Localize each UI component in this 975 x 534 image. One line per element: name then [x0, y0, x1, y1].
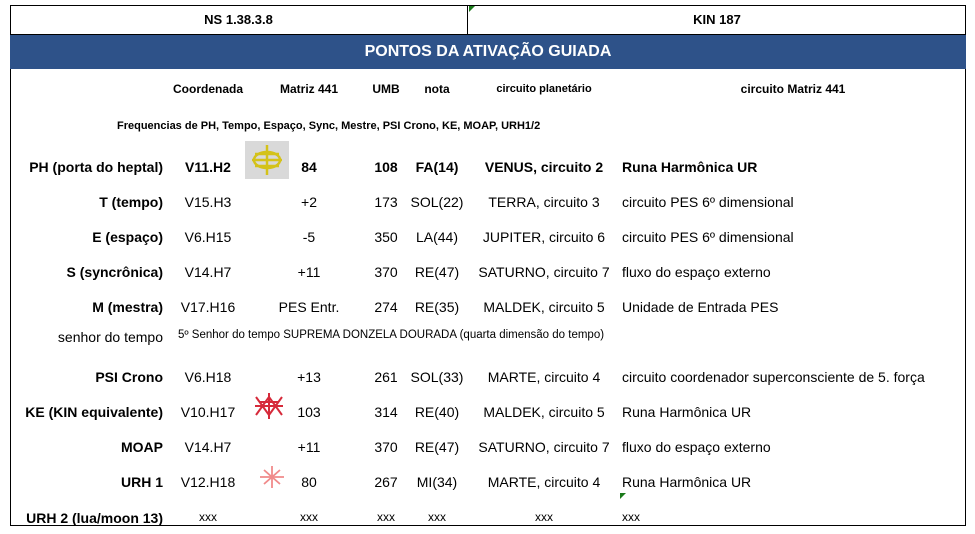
row-matriz: 103: [297, 404, 321, 420]
row-label: E (espaço): [92, 229, 163, 245]
row-nota: RE(47): [414, 264, 460, 280]
row-coordenada: V10.H17: [180, 404, 236, 420]
row-nota: xxx: [428, 510, 446, 524]
row-nota: FA(14): [415, 159, 459, 175]
ns-header: [10, 5, 468, 35]
row-umb: 314: [374, 404, 398, 420]
row-umb: 370: [374, 439, 398, 455]
senhor-text: 5º Senhor do tempo SUPREMA DONZELA DOURADA (quarta dimensão do tempo): [178, 329, 605, 341]
page-title: PONTOS DA ATIVAÇÃO GUIADA: [10, 35, 966, 69]
row-umb: 261: [374, 369, 398, 385]
row-circuito-matriz: Runa Harmônica UR: [622, 159, 758, 175]
row-circuito-planetario: MALDEK, circuito 5: [483, 404, 605, 420]
row-nota: SOL(33): [410, 369, 464, 385]
row-circuito-planetario: MARTE, circuito 4: [487, 474, 601, 490]
row-label: PSI Crono: [95, 369, 163, 385]
row-circuito-planetario: VENUS, circuito 2: [484, 159, 604, 175]
row-matriz: -5: [302, 229, 316, 245]
row-coordenada: V12.H18: [180, 474, 236, 490]
ns-value: NS 1.38.3.8: [204, 12, 273, 27]
row-circuito-matriz: fluxo do espaço externo: [622, 439, 771, 455]
row-nota: LA(44): [415, 229, 459, 245]
row-circuito-matriz: xxx: [622, 510, 640, 524]
comment-marker: [620, 493, 626, 499]
row-umb: 267: [374, 474, 398, 490]
row-matriz: +11: [297, 439, 321, 455]
kin-value: KIN 187: [693, 12, 741, 27]
row-circuito-matriz: circuito PES 6º dimensional: [622, 194, 794, 210]
kin-header: [468, 5, 966, 35]
row-matriz: +11: [297, 264, 321, 280]
row-umb: 173: [374, 194, 398, 210]
row-label: MOAP: [121, 439, 163, 455]
ke-symbol-icon: [252, 391, 286, 421]
row-matriz: PES Entr.: [278, 299, 340, 315]
col-matriz: Matriz 441: [279, 82, 339, 96]
row-nota: RE(47): [414, 439, 460, 455]
row-circuito-planetario: SATURNO, circuito 7: [478, 264, 610, 280]
row-circuito-matriz: Unidade de Entrada PES: [622, 299, 779, 315]
row-umb: 274: [374, 299, 398, 315]
row-label: URH 2 (lua/moon 13): [26, 510, 163, 526]
row-circuito-matriz: Runa Harmônica UR: [622, 474, 752, 490]
row-coordenada: V6.H18: [184, 369, 232, 385]
ph-symbol-icon: [245, 141, 289, 179]
row-label: M (mestra): [92, 299, 163, 315]
row-circuito-planetario: TERRA, circuito 3: [488, 194, 600, 210]
frequencias-note: Frequencias de PH, Tempo, Espaço, Sync, Mestre, PSI Crono, KE, MOAP, URH1/2: [117, 120, 541, 132]
row-coordenada: xxx: [199, 510, 217, 524]
comment-marker: [469, 6, 475, 12]
row-circuito-matriz: fluxo do espaço externo: [622, 264, 771, 280]
row-label: URH 1: [120, 474, 163, 490]
row-circuito-planetario: MALDEK, circuito 5: [483, 299, 605, 315]
row-circuito-planetario: SATURNO, circuito 7: [478, 439, 610, 455]
row-umb: xxx: [377, 510, 395, 524]
row-label: PH (porta do heptal): [29, 159, 163, 175]
row-nota: MI(34): [416, 474, 458, 490]
row-matriz: xxx: [300, 510, 318, 524]
row-coordenada: V14.H7: [184, 264, 232, 280]
row-matriz: +13: [297, 369, 321, 385]
row-label: S (syncrônica): [66, 264, 163, 280]
col-circuito-matriz: circuito Matriz 441: [740, 82, 846, 96]
row-nota: SOL(22): [410, 194, 464, 210]
row-nota: RE(35): [414, 299, 460, 315]
row-umb: 108: [374, 159, 398, 175]
row-circuito-matriz: circuito coordenador superconsciente de 5. força: [622, 369, 925, 385]
col-circuito-planetario: circuito planetário: [496, 83, 592, 95]
col-umb: UMB: [372, 82, 400, 96]
urh-symbol-icon: [258, 464, 286, 490]
col-coordenada: Coordenada: [172, 82, 244, 96]
row-coordenada: V6.H15: [184, 229, 232, 245]
row-circuito-planetario: JUPITER, circuito 6: [482, 229, 606, 245]
row-circuito-matriz: Runa Harmônica UR: [622, 404, 752, 420]
row-coordenada: V14.H7: [184, 439, 232, 455]
row-matriz: +2: [301, 194, 317, 210]
senhor-label: senhor do tempo: [57, 329, 163, 345]
row-nota: RE(40): [414, 404, 460, 420]
row-coordenada: V11.H2: [185, 159, 231, 175]
row-circuito-planetario: MARTE, circuito 4: [487, 369, 601, 385]
row-label: KE (KIN equivalente): [25, 404, 163, 420]
row-circuito-planetario: xxx: [535, 510, 553, 524]
row-umb: 350: [374, 229, 398, 245]
row-matriz: 80: [301, 474, 317, 490]
row-matriz: 84: [301, 159, 317, 175]
row-coordenada: V15.H3: [184, 194, 232, 210]
row-coordenada: V17.H16: [180, 299, 236, 315]
row-umb: 370: [374, 264, 398, 280]
row-circuito-matriz: circuito PES 6º dimensional: [622, 229, 794, 245]
row-label: T (tempo): [99, 194, 163, 210]
col-nota: nota: [424, 82, 450, 96]
